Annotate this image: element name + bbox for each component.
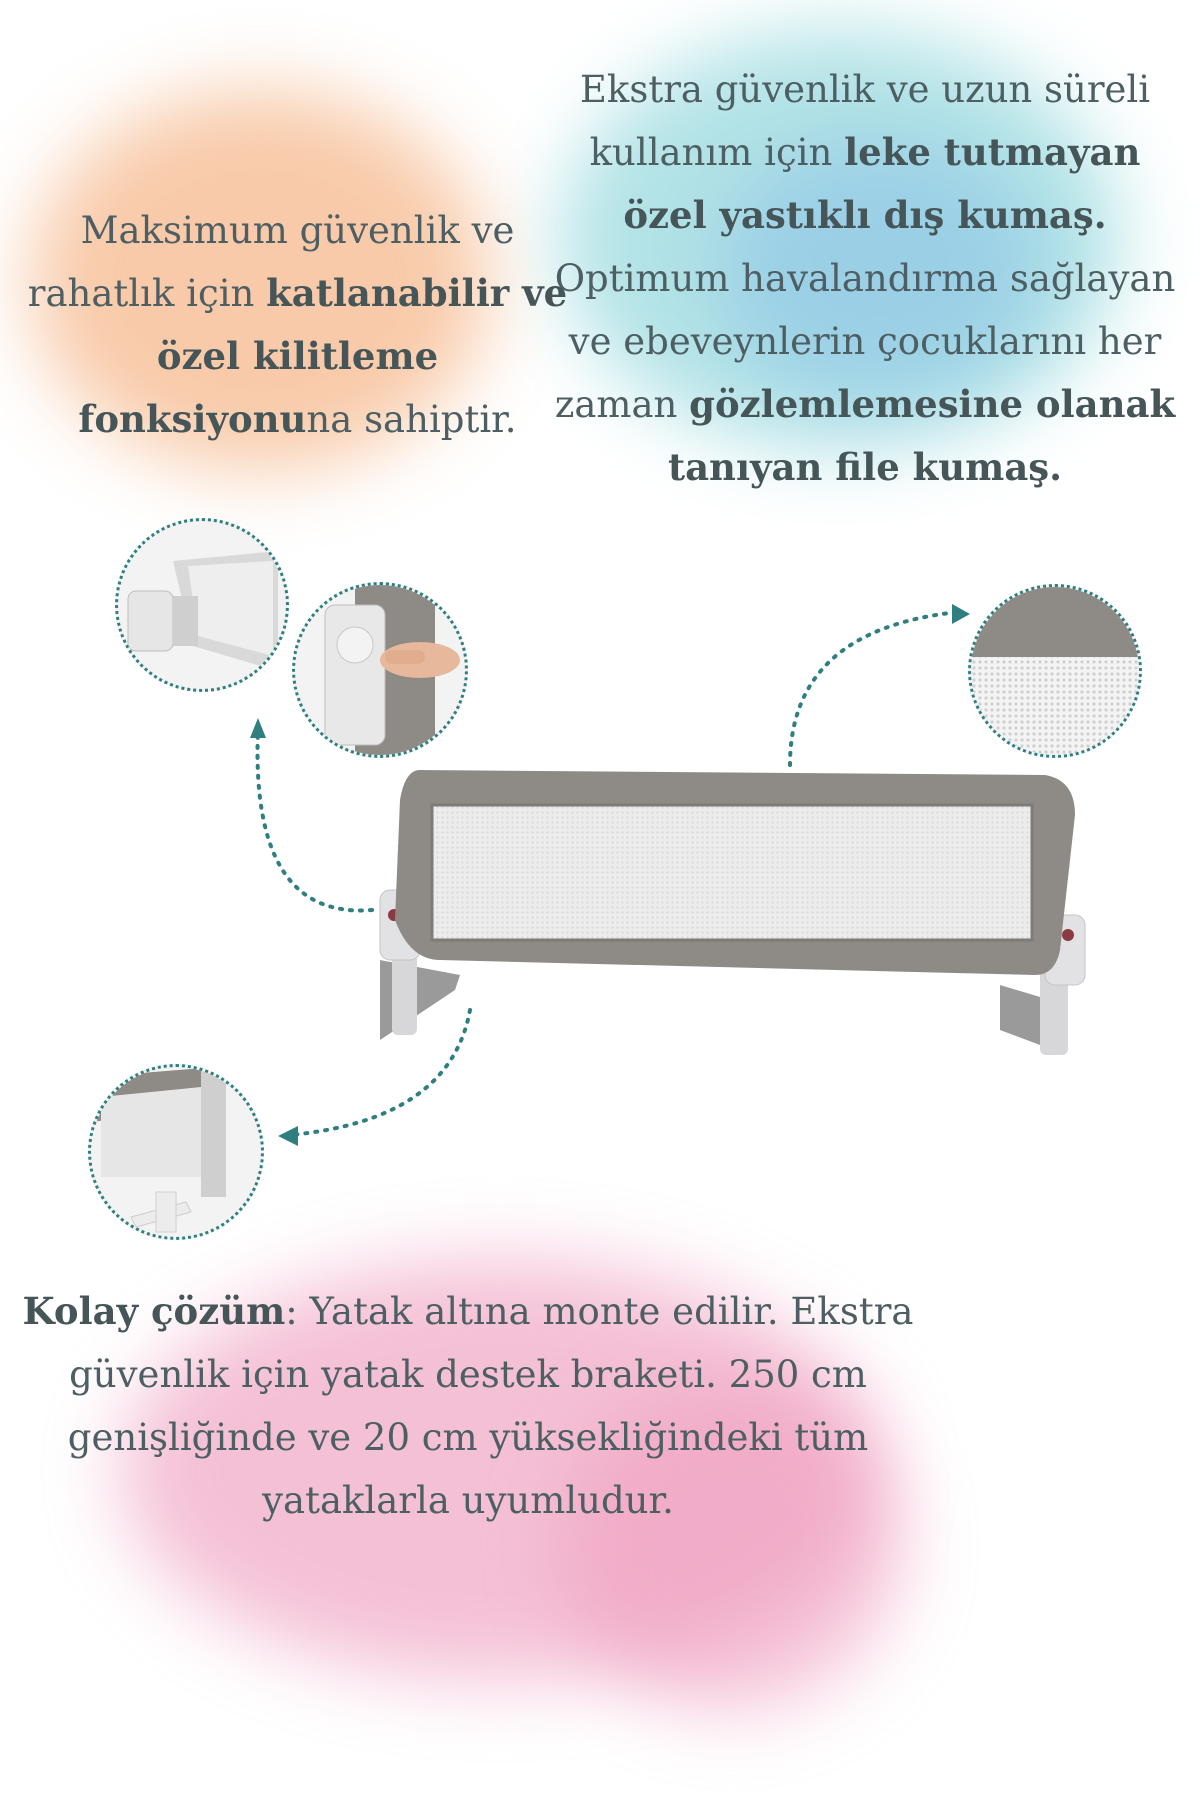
top-left-text-part-3: na sahiptir. [306,398,517,441]
top-right-text-part-4: gözlemlemesine olanak tanıyan file kumaş. [667,382,1176,489]
arrowhead-right-icon [952,604,970,624]
arrowhead-left-icon [278,1126,298,1146]
top-right-text-part-1: Ekstra güvenlik ve uzun süreli kullanım için [579,68,1151,174]
arrow-to-mesh-icon [790,612,958,765]
top-right-text-part-3: Optimum havalandırma sağlayan ve ebeveynlerin çocuklarını her zaman [554,257,1176,426]
arrow-to-bracket-icon [290,1010,470,1135]
top-left-text-part-1: Maksimum güvenlik ve rahatlık için [27,209,515,315]
top-right-text-part-2: leke tutmayan özel yastıklı dış kumaş. [623,130,1141,237]
arrow-to-fold-hinge-icon [258,730,372,911]
bottom-text-part-2: : Yatak altına monte edilir. Ekstra güvenlik için yatak destek braketi. 250 cm genişliğinde ve 20 cm yüksekliğindeki tüm yataklarla uyumludur. [67,1290,914,1522]
bottom-text-part-1: Kolay çözüm [22,1289,286,1333]
arrowhead-up-icon [250,718,266,738]
top-left-text-part-2: katlanabilir ve özel kilitleme fonksiyonu [78,271,568,441]
